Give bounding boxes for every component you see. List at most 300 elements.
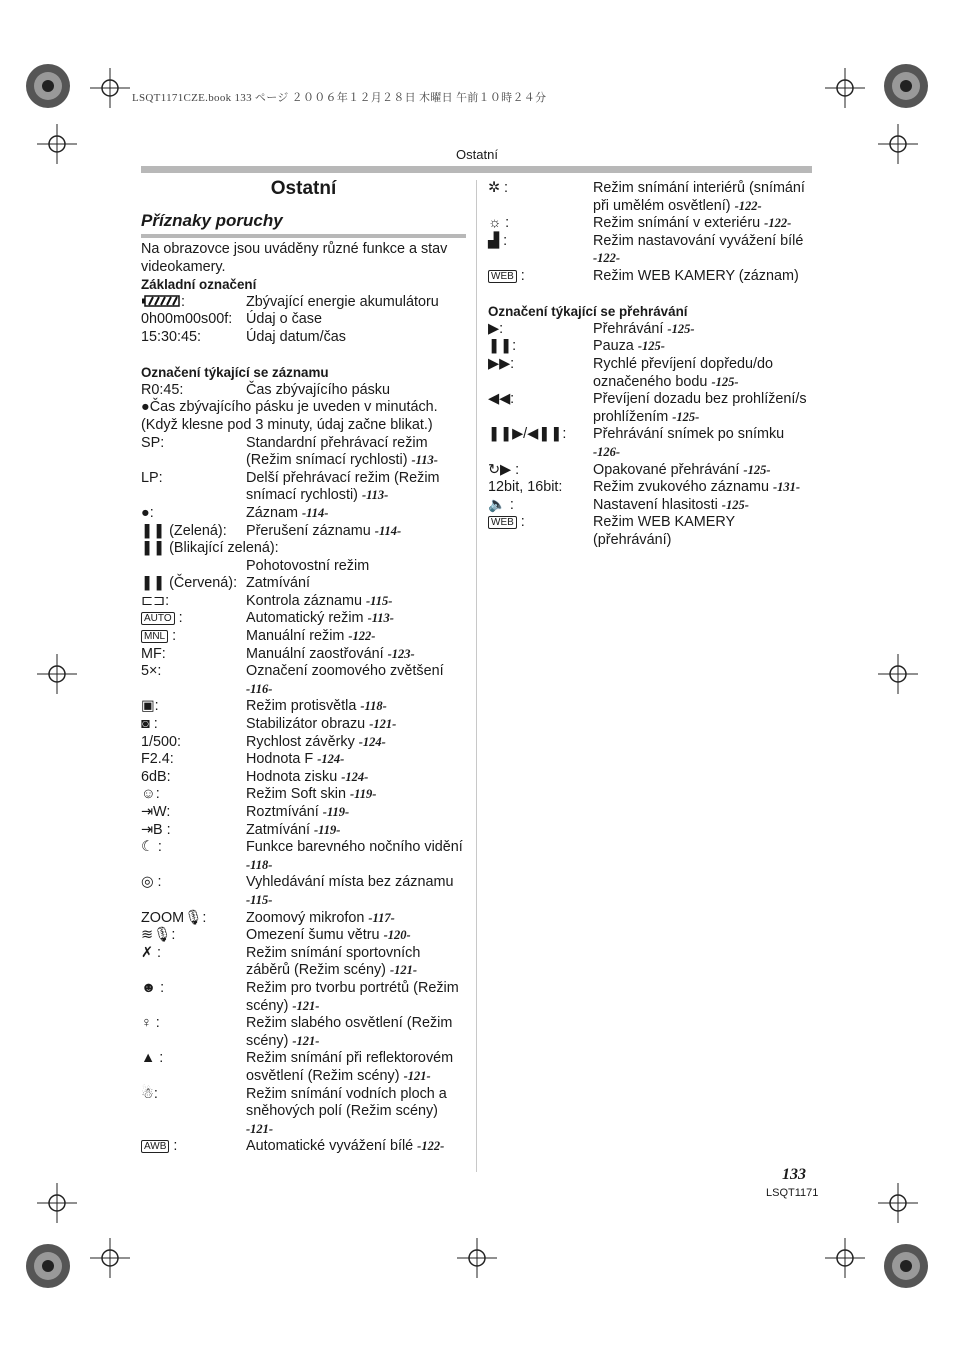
description-text: Hodnota zisku	[246, 768, 338, 785]
description-text: Pauza	[593, 338, 634, 355]
list-item	[488, 514, 812, 549]
indicator-label	[141, 945, 246, 980]
description-text: Zatmívání	[246, 821, 310, 838]
indicator-symbol: ♀ :	[141, 1015, 160, 1032]
description-text: Rychlé převíjení dopředu/do označeného bodu	[593, 355, 773, 390]
description-text: Zoomový mikrofon	[246, 909, 365, 926]
indicator-description	[593, 462, 812, 480]
description-text: Rychlost závěrky	[246, 733, 355, 750]
list-item	[141, 822, 466, 840]
indicator-label: AUTO :	[141, 610, 246, 628]
description-text: Roztmívání	[246, 804, 319, 820]
indicator-description	[246, 628, 466, 646]
indicator-symbol: ▟ :	[488, 232, 508, 249]
list-item	[141, 435, 466, 470]
subtitle-rule	[141, 234, 466, 238]
indicator-label	[141, 716, 246, 734]
page-reference: -122-	[734, 198, 762, 213]
indicator-label	[141, 1015, 246, 1050]
section-subtitle: Příznaky poruchy	[141, 211, 283, 230]
indicator-symbol: LP:	[141, 469, 163, 486]
indicator-description	[246, 382, 466, 400]
indicator-symbol: ●:	[141, 504, 154, 521]
indicator-label: AWB :	[141, 1138, 246, 1156]
page-reference: -125-	[743, 462, 771, 477]
playback-list	[488, 321, 812, 550]
list-item	[488, 497, 812, 515]
description-text: Záznam	[246, 504, 298, 521]
indicator-label	[141, 470, 246, 505]
mode-box-icon: MNL	[141, 630, 168, 643]
indicator-description	[246, 435, 466, 470]
intro-text: Na obrazovce jsou uváděny různé funkce a stav videokamery.	[141, 241, 448, 275]
indicator-label	[141, 874, 246, 909]
indicator-description	[593, 356, 812, 391]
list-item	[488, 356, 812, 391]
indicator-description	[246, 294, 466, 312]
page-reference: -121-	[369, 717, 397, 732]
page-reference: -121-	[246, 1121, 274, 1136]
indicator-symbol: ▶:	[488, 320, 504, 337]
description-text: Čas zbývajícího pásku	[246, 381, 390, 398]
indicator-label	[141, 558, 246, 576]
indicator-symbol: 5×:	[141, 663, 162, 680]
indicator-symbol: 15:30:45:	[141, 328, 202, 345]
crosshair-mark-icon	[37, 654, 77, 694]
page-reference: -125-	[672, 409, 700, 424]
description-text: Režim snímání vodních ploch a sněhových polí (Režim scény)	[246, 1085, 447, 1120]
mode-box-icon: AUTO	[141, 612, 175, 625]
indicator-description	[593, 268, 812, 286]
indicator-description	[246, 470, 466, 505]
crosshair-mark-icon	[90, 1238, 130, 1278]
indicator-symbol: ◀◀:	[488, 391, 515, 408]
indicator-symbol: SP:	[141, 434, 165, 451]
list-item	[141, 769, 466, 787]
indicator-description	[246, 610, 466, 628]
indicator-symbol: ☺:	[141, 786, 160, 803]
registration-mark-icon	[22, 1240, 74, 1292]
list-item	[141, 927, 466, 945]
indicator-description	[246, 311, 466, 329]
print-header: LSQT1171CZE.book 133 ページ ２００６年１２月２８日 木曜日 午前１０時２４分	[132, 92, 547, 104]
indicator-description	[246, 716, 466, 734]
list-item	[141, 575, 466, 593]
mode-box-icon: AWB	[141, 1140, 169, 1153]
description-text: Stabilizátor obrazu	[246, 716, 366, 733]
page-reference: -114-	[374, 523, 402, 538]
list-item	[488, 321, 812, 339]
page-reference: -113-	[361, 488, 389, 503]
list-item	[141, 1050, 466, 1085]
page-reference: -125-	[667, 321, 695, 336]
indicator-symbol: ❚❚▶/◀❚❚:	[488, 426, 567, 443]
indicator-label	[488, 321, 593, 339]
crosshair-mark-icon	[878, 124, 918, 164]
registration-mark-icon	[22, 60, 74, 112]
running-header: Ostatní	[456, 147, 498, 162]
list-item	[141, 311, 466, 329]
description-text: Režim pro tvorbu portrétů (Režim scény)	[246, 979, 459, 1014]
page-reference: -113-	[367, 611, 394, 626]
indicator-description	[246, 751, 466, 769]
indicator-description	[246, 839, 466, 874]
page-reference: -122-	[348, 629, 376, 644]
list-item	[488, 180, 812, 215]
crosshair-mark-icon	[37, 124, 77, 164]
list-item	[488, 426, 812, 461]
description-text: Kontrola záznamu	[246, 592, 362, 609]
indicator-label	[141, 980, 246, 1015]
crosshair-mark-icon	[825, 1238, 865, 1278]
crosshair-mark-icon	[457, 1238, 497, 1278]
description-text: Zbývající energie akumulátoru	[246, 293, 439, 310]
indicator-description	[593, 215, 812, 233]
page-title: Ostatní	[270, 178, 337, 199]
left-column	[141, 241, 466, 1156]
indicator-symbol: ≋🎙:	[141, 927, 176, 944]
page-reference: -125-	[637, 339, 665, 354]
page-reference: -115-	[246, 892, 273, 907]
description-text: Režim protisvětla	[246, 698, 357, 715]
indicator-description	[246, 804, 466, 822]
basic-heading: Základní označení	[141, 277, 257, 293]
indicator-symbol: ❚❚ (Červená):	[141, 575, 238, 592]
description-text: Režim nastavování vyvážení bílé	[593, 232, 804, 249]
list-item	[141, 804, 466, 822]
list-item	[141, 910, 466, 928]
page-reference: -121-	[389, 963, 418, 978]
page-reference: -118-	[246, 857, 273, 872]
list-item	[141, 839, 466, 874]
indicator-description	[246, 329, 466, 347]
page-reference: -117-	[368, 910, 395, 925]
list-item	[488, 338, 812, 356]
description-text: Manuální režim	[246, 628, 345, 645]
description-text: Standardní přehrávací režim (Režim snímací rychlosti)	[246, 434, 428, 469]
indicator-symbol: ☾ :	[141, 839, 162, 856]
indicator-description	[246, 874, 466, 909]
page-reference: -121-	[292, 1033, 320, 1048]
page-reference: -122-	[764, 216, 792, 231]
indicator-label	[141, 698, 246, 716]
description-text: Pohotovostní režim	[246, 557, 370, 574]
note-line: ❚❚ (Blikající zelená):	[141, 540, 279, 557]
list-item	[141, 558, 466, 576]
indicator-symbol: ✗ :	[141, 944, 162, 961]
page-reference: -126-	[593, 444, 621, 459]
indicator-label	[488, 479, 593, 497]
indicator-description	[593, 180, 812, 215]
page-reference: -119-	[349, 787, 377, 802]
page-reference: -116-	[246, 681, 273, 696]
record-list	[141, 382, 466, 1156]
column-divider	[476, 180, 477, 1172]
description-text: Opakované přehrávání	[593, 461, 740, 478]
indicator-symbol: ▲ :	[141, 1050, 164, 1067]
indicator-label	[141, 505, 246, 523]
indicator-label	[141, 734, 246, 752]
note-line: (Když klesne pod 3 minuty, údaj začne blikat.)	[141, 416, 433, 433]
indicator-description	[246, 1050, 466, 1085]
indicator-label	[141, 663, 246, 698]
page-reference: -121-	[292, 998, 320, 1013]
indicator-symbol: 6dB:	[141, 768, 171, 785]
indicator-label	[141, 646, 246, 664]
indicator-label	[141, 751, 246, 769]
indicator-description	[246, 734, 466, 752]
indicator-symbol: 1/500:	[141, 733, 182, 750]
indicator-label	[141, 1086, 246, 1139]
description-text: Režim zvukového záznamu	[593, 479, 769, 496]
indicator-description	[246, 558, 466, 576]
description-text: Režim slabého osvětlení (Režim scény)	[246, 1015, 453, 1049]
indicator-label	[488, 233, 593, 268]
indicator-description	[593, 233, 812, 268]
indicator-description	[246, 1015, 466, 1050]
indicator-description	[246, 663, 466, 698]
description-text: Automatické vyvážení bílé	[246, 1138, 414, 1155]
basic-list	[141, 294, 466, 347]
list-item	[141, 1015, 466, 1050]
indicator-label: MNL :	[141, 628, 246, 646]
description-text: Zatmívání	[246, 575, 310, 592]
right-column	[488, 180, 812, 549]
indicator-symbol: ↻▶ :	[488, 461, 520, 478]
description-text: Údaj o čase	[246, 311, 322, 328]
list-item	[141, 698, 466, 716]
crosshair-mark-icon	[825, 68, 865, 108]
list-item	[141, 593, 466, 611]
indicator-symbol: ⊏⊐:	[141, 592, 170, 609]
indicator-symbol: 🔈 :	[488, 496, 514, 513]
indicator-label	[141, 311, 246, 329]
list-item	[141, 751, 466, 769]
indicator-description	[246, 822, 466, 840]
indicator-symbol: MF:	[141, 645, 166, 662]
mode-box-icon: WEB	[488, 270, 517, 283]
indicator-description	[246, 698, 466, 716]
page-reference: -119-	[322, 805, 350, 819]
indicator-symbol: ☃:	[141, 1085, 158, 1102]
indicator-symbol: ◙ :	[141, 716, 158, 733]
indicator-description	[593, 321, 812, 339]
page-reference: -122-	[417, 1139, 445, 1154]
description-text: Omezení šumu větru	[246, 927, 380, 944]
indicator-symbol: 0h00m00s00f:	[141, 311, 233, 328]
page-reference: -122-	[593, 251, 621, 266]
indicator-symbol: 12bit, 16bit:	[488, 479, 563, 496]
indicator-description	[246, 769, 466, 787]
page-reference: -131-	[772, 480, 801, 495]
indicator-label	[141, 769, 246, 787]
list-item	[141, 663, 466, 698]
description-text: Nastavení hlasitosti	[593, 496, 718, 513]
description-text: Funkce barevného nočního vidění	[246, 839, 463, 856]
indicator-label	[141, 927, 246, 945]
indicator-label	[488, 338, 593, 356]
description-text: Režim snímání sportovních záběrů (Režim scény)	[246, 944, 421, 979]
indicator-label	[141, 435, 246, 470]
mode-box-icon: WEB	[488, 516, 517, 529]
indicator-description	[246, 523, 466, 541]
list-item	[141, 786, 466, 804]
indicator-description	[593, 497, 812, 515]
indicator-symbol: ⇥W:	[141, 804, 171, 820]
registration-mark-icon	[880, 1240, 932, 1292]
indicator-label	[141, 593, 246, 611]
page-reference: -124-	[358, 734, 386, 749]
list-item	[488, 233, 812, 268]
page-reference: -113-	[411, 453, 438, 468]
indicator-symbol: ZOOM🎙:	[141, 909, 207, 926]
description-text: Režim snímání při reflektorovém osvětlení (Režim scény)	[246, 1050, 454, 1084]
playback-heading: Označení týkající se přehrávání	[488, 304, 688, 320]
indicator-label	[141, 822, 246, 840]
description-text: Režim WEB KAMERY (záznam)	[593, 267, 799, 284]
page-reference: -118-	[360, 699, 387, 714]
list-item	[141, 1138, 466, 1156]
indicator-symbol: F2.4:	[141, 751, 174, 768]
indicator-symbol: ☼ :	[488, 215, 510, 232]
indicator-label	[141, 329, 246, 347]
indicator-description	[246, 980, 466, 1015]
indicator-symbol: ❚❚:	[488, 338, 517, 355]
list-item	[141, 716, 466, 734]
list-item	[141, 874, 466, 909]
list-item	[488, 268, 812, 286]
list-item	[488, 479, 812, 497]
page-reference: -115-	[366, 593, 393, 608]
indicator-description	[246, 575, 466, 593]
description-text: Režim snímání v exteriéru	[593, 215, 761, 232]
crosshair-mark-icon	[90, 68, 130, 108]
list-item	[141, 646, 466, 664]
indicator-description	[246, 646, 466, 664]
list-item	[141, 523, 466, 541]
indicator-description	[593, 338, 812, 356]
indicator-label: WEB :	[488, 268, 593, 286]
indicator-label	[141, 1050, 246, 1085]
description-text: Delší přehrávací režim (Režim snímací rychlosti)	[246, 469, 440, 504]
list-item	[141, 610, 466, 628]
indicator-label	[141, 382, 246, 400]
description-text: Vyhledávání místa bez záznamu	[246, 874, 454, 891]
indicator-description	[246, 505, 466, 523]
list-item	[141, 470, 466, 505]
indicator-label	[141, 575, 246, 593]
indicator-label	[488, 426, 593, 461]
indicator-symbol: ❚❚ (Zelená):	[141, 522, 227, 539]
list-item	[488, 391, 812, 426]
indicator-label	[488, 356, 593, 391]
page-reference: -125-	[721, 497, 749, 512]
description-text: Přehrávání	[593, 320, 664, 337]
indicator-description	[593, 426, 812, 461]
description-text: Označení zoomového zvětšení	[246, 663, 444, 680]
indicator-label	[488, 391, 593, 426]
description-text: Automatický režim	[246, 610, 364, 627]
indicator-symbol: ▶▶:	[488, 355, 515, 372]
page-reference: -123-	[387, 646, 415, 661]
indicator-symbol: ✲ :	[488, 180, 509, 196]
indicator-label	[488, 462, 593, 480]
description-text: Režim snímání interiérů (snímání při umělém osvětlení)	[593, 180, 805, 214]
indicator-description	[246, 1138, 466, 1156]
description-text: Režim Soft skin	[246, 786, 346, 803]
note-line: ●Čas zbývajícího pásku je uveden v minutách.	[141, 399, 438, 416]
indicator-label: WEB :	[488, 514, 593, 549]
indicator-symbol: ◎ :	[141, 874, 162, 891]
indicator-description	[246, 910, 466, 928]
list-item	[141, 734, 466, 752]
page-reference: -124-	[317, 752, 345, 767]
description-text: Režim WEB KAMERY (přehrávání)	[593, 514, 735, 548]
list-item	[141, 945, 466, 980]
page-reference: -125-	[711, 374, 739, 389]
page-reference: -124-	[341, 769, 369, 784]
indicator-label	[141, 786, 246, 804]
indicator-label	[141, 523, 246, 541]
crosshair-mark-icon	[878, 1183, 918, 1223]
list-item	[141, 382, 466, 400]
list-item	[141, 1086, 466, 1139]
registration-mark-icon	[880, 60, 932, 112]
description-text: Údaj datum/čas	[246, 328, 346, 345]
indicator-symbol: ☻ :	[141, 979, 165, 996]
indicator-description	[246, 1086, 466, 1139]
indicator-description	[246, 927, 466, 945]
indicator-description	[246, 786, 466, 804]
battery-icon	[141, 294, 181, 310]
list-item	[141, 980, 466, 1015]
indicator-label	[488, 180, 593, 215]
list-item	[141, 505, 466, 523]
page-number: 133	[782, 1166, 806, 1183]
description-text: Manuální zaostřování	[246, 645, 384, 662]
list-item	[488, 215, 812, 233]
page-reference: -119-	[313, 822, 341, 837]
crosshair-mark-icon	[37, 1183, 77, 1223]
description-text: Převíjení dozadu bez prohlížení/s prohlížením	[593, 391, 807, 425]
indicator-symbol: R0:45:	[141, 381, 184, 398]
indicator-symbol: ⇥B :	[141, 821, 171, 838]
crosshair-mark-icon	[878, 654, 918, 694]
indicator-label	[488, 215, 593, 233]
indicator-label	[141, 804, 246, 822]
indicator-description	[593, 514, 812, 549]
description-text: Přehrávání snímek po snímku	[593, 426, 785, 443]
indicator-description	[246, 593, 466, 611]
page-code: LSQT1171	[766, 1187, 819, 1199]
indicator-label	[488, 497, 593, 515]
indicator-symbol: ▣:	[141, 698, 159, 715]
indicator-description	[593, 479, 812, 497]
indicator-label: :	[141, 294, 246, 312]
record-heading: Označení týkající se záznamu	[141, 365, 329, 381]
page-reference: -121-	[403, 1068, 431, 1083]
page-reference: -114-	[301, 505, 329, 520]
list-item	[141, 628, 466, 646]
header-rule	[141, 166, 812, 173]
indicator-label	[141, 839, 246, 874]
list-item	[141, 329, 466, 347]
list-item	[141, 294, 466, 312]
right-list	[488, 180, 812, 286]
page-reference: -120-	[383, 928, 411, 943]
indicator-label	[141, 910, 246, 928]
description-text: Hodnota F	[246, 751, 314, 768]
